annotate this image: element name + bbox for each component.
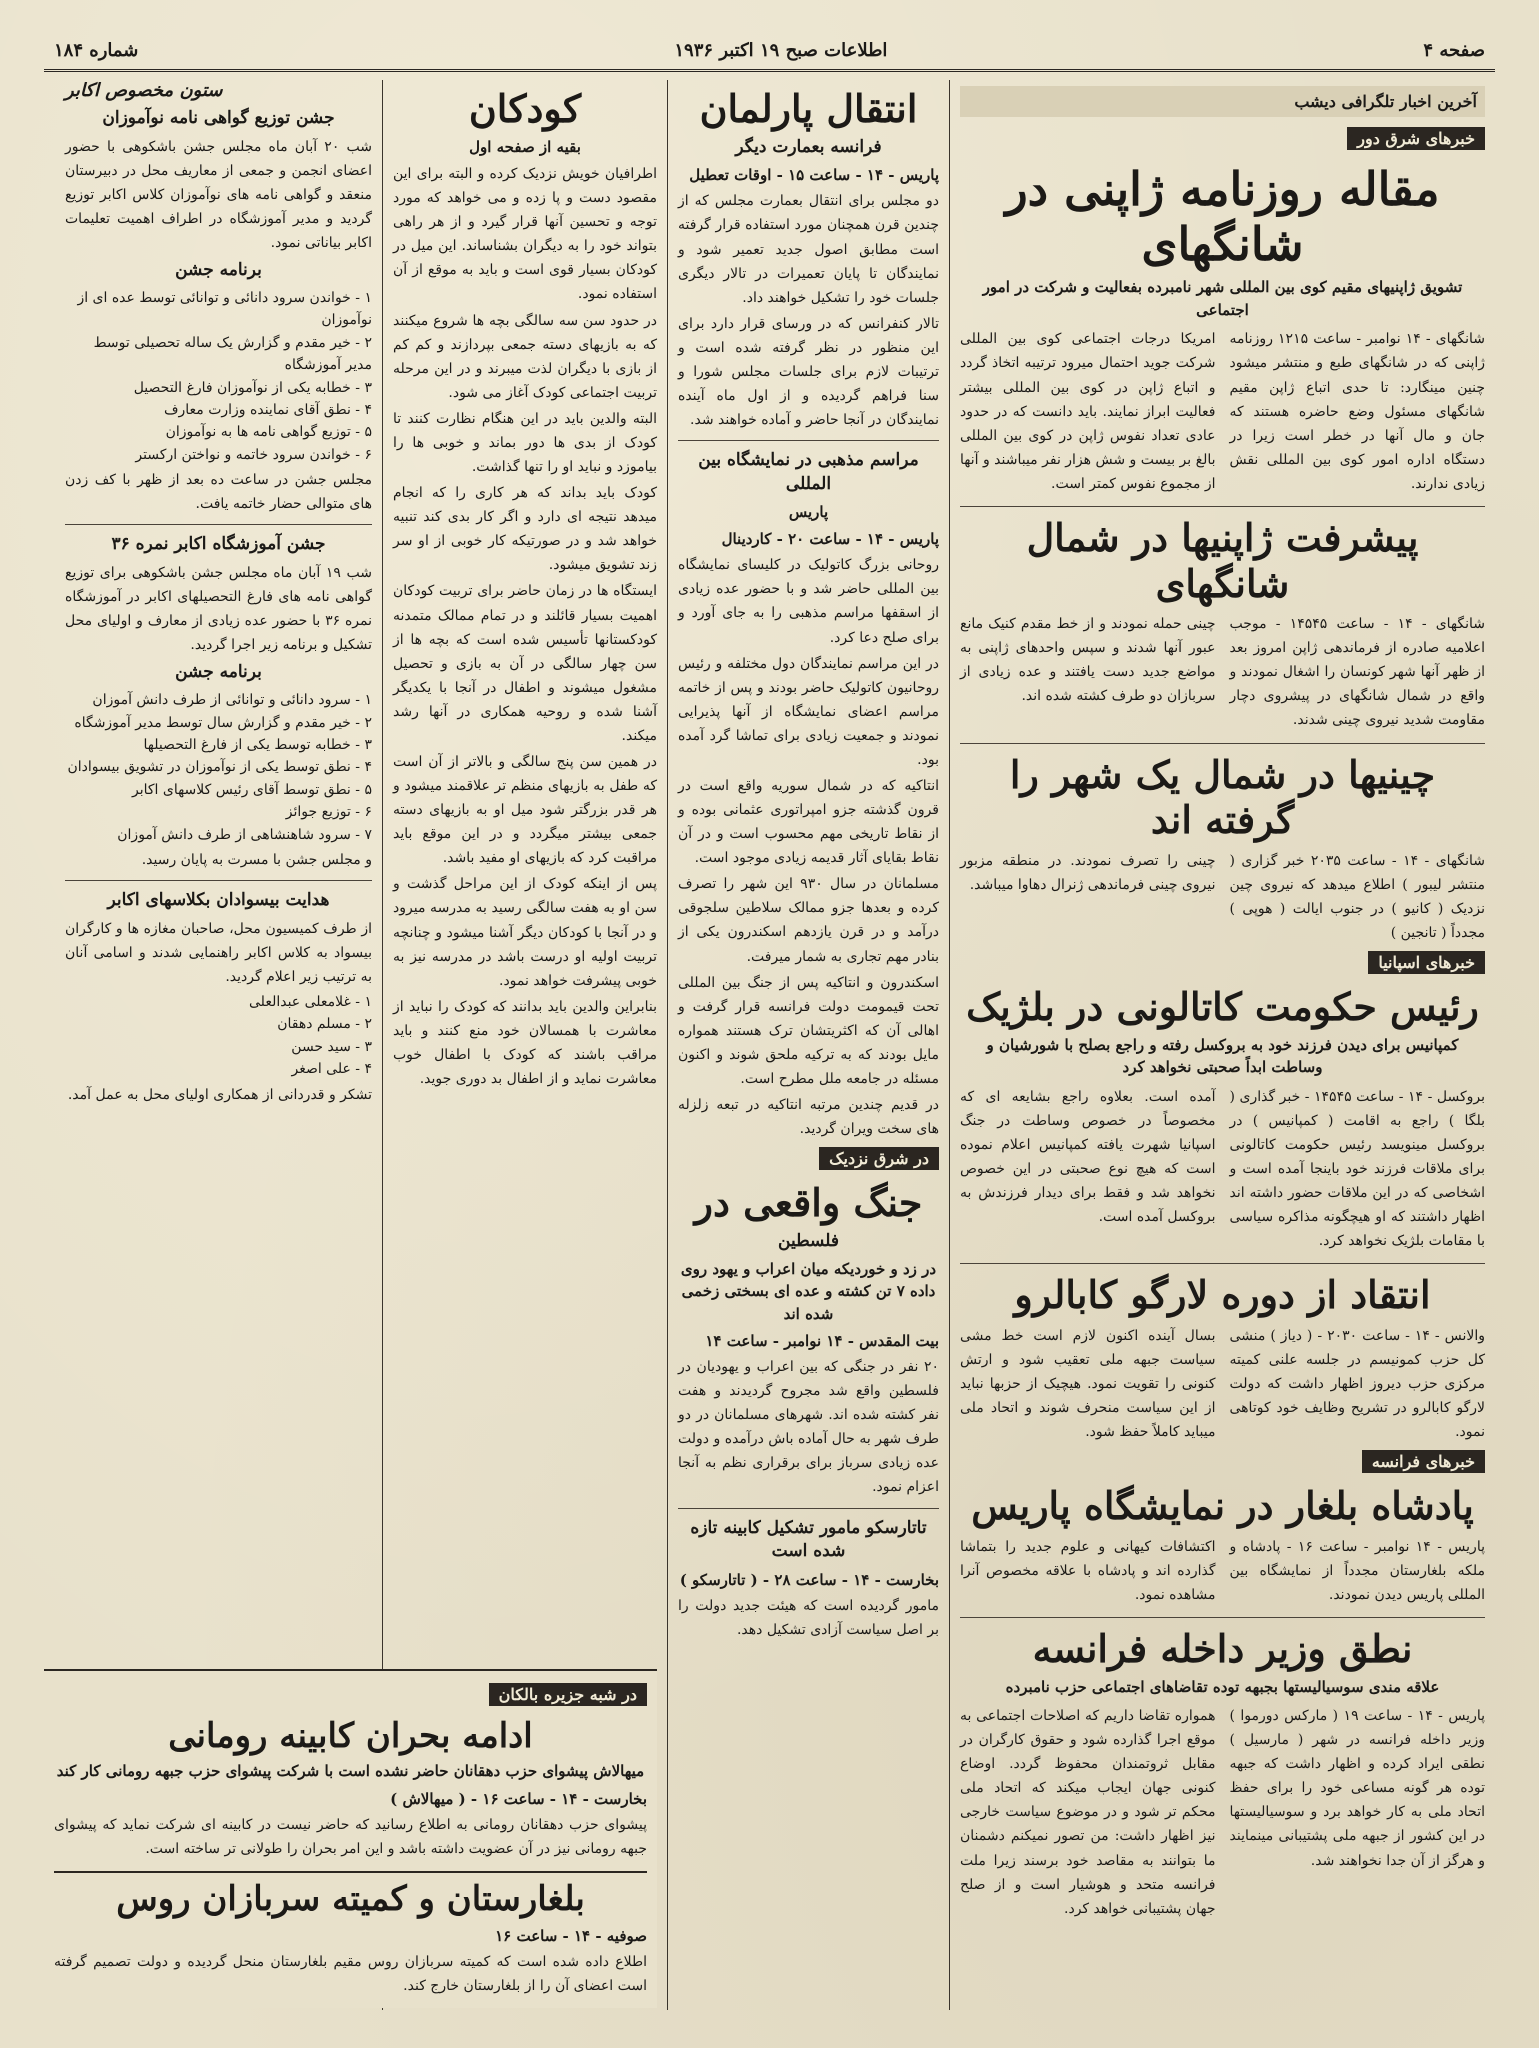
children-continued: بقیه از صفحه اول [469, 137, 581, 156]
tatarescu-headline: تاتارسکو مامور تشکیل کابینه تازه شده است [690, 1517, 927, 1562]
illiterate-guidance-closing: تشکر و قدردانی از همکاری اولیای محل به عمل آمد. [67, 1086, 372, 1103]
catalonia-body [960, 1083, 1485, 1256]
divider [678, 440, 939, 441]
palestine-war-headline: جنگ واقعی در [694, 1180, 923, 1226]
japanese-advance-headline: پیشرفت ژاپنیها در شمال شانگهای [1026, 514, 1419, 606]
interior-minister-right: پاریس - ۱۴ - ساعت ۱۹ ( مارکس دورموا ) وزیر داخله فرانسه در شهر ( مارسیل ) نطقی ایراد کرده و اظهار داشت که جبهه توده هر گونه مساعی خود را برای حفظ اتحاد ملی به کار خواهد برد و سوسیالیستها در این کشور از جبهه ملی پشتیبانی مینمایند و هرگز از آن جدا نخواهند شد. [1229, 1708, 1485, 1869]
divider [54, 1871, 647, 1873]
adult-column-stamp: ستون مخصوص اکابر [65, 80, 223, 101]
program-item: ۵ - توزیع گواهی نامه ها به نوآموزان [165, 424, 372, 441]
children-paragraph: ایستگاه ها در زمان حاضر برای تربیت کودکان اهمیت بسیار قائلند و در تمام ممالک متمدنه کودکستانها تأسیس شده است که بچه ها از سن چهار سالگی در آن به بازی و تحصیل مشغول میشوند و اطفال در آنجا با یکدیگر آشنا شده و روحیه همکاری در آنها رشد میکند. [393, 583, 657, 744]
name-item: ۱ - غلامعلی عبدالعلی [249, 994, 372, 1011]
page-label: صفحه ۴ [1423, 40, 1485, 61]
column-parliament [668, 80, 950, 2010]
divider [960, 506, 1485, 507]
japanese-advance-body [960, 610, 1485, 734]
interior-minister-headline: نطق وزیر داخله فرانسه [1032, 1625, 1413, 1671]
school36-paragraph: شب ۱۹ آبان ماه مجلس جشن باشکوهی برای توزیع گواهی نامه های فارغ التحصیلهای اکابر در آموزشگاه نمره ۳۶ با حضور عده زیادی از معارف و اولیای محل تشکیل و برنامه زیر اجرا گردید. [65, 565, 372, 654]
bulgarian-king-left: اکتشافات کیهانی و علوم جدید را بتماشا گذارده اند و پادشاه با علاقه مخصوص آنرا مشاهده نمود. [960, 1538, 1216, 1603]
program-item: ۳ - خطابه توسط یکی از فارغ التحصیلها [143, 736, 372, 753]
illiterate-guidance-paragraph: از طرف کمیسیون محل، صاحبان مغازه ها و کارگران بیسواد به کلاس اکابر راهنمایی شدند و اسامی آنان به ترتیب زیر اعلام گردید. [65, 920, 372, 985]
program-item: ۴ - نطق آقای نماینده وزارت معارف [163, 401, 372, 418]
catalonia-right: بروکسل - ۱۴ - ساعت ۱۴۵۴۵ - خبر گذاری ( بلگا ) راجع به اقامت ( کمپانیس ) در بروکسل مینویسد رئیس حکومت کاتالونی برای ملاقات فرزند خود باینجا آمده است و اشخاصی که در این ملاقات حضور داشته اند اظهار داشتند که او هیچگونه مذاکره سیاسی با مقامات بلژیک نخواهد کرد. [1229, 1088, 1485, 1250]
caballero-left: بسال آینده اکنون لازم است خط مشی سیاست جبهه ملی تعقیب شود و ارتش کنونی را تقویت نمود. هیچیک از حزبها نباید از این سیاست منحرف شوند و اتحاد ملی میباید کاملاً حفظ شود. [960, 1327, 1216, 1441]
program-item: ۱ - سرود دانائی و توانائی از طرف دانش آموزان [92, 692, 372, 709]
masthead-rule [44, 69, 1495, 72]
name-item: ۳ - سید حسن [291, 1038, 372, 1055]
jerusalem-dateline: بیت المقدس - ۱۴ نوامبر - ساعت ۱۴ [705, 1332, 939, 1351]
divider [960, 1263, 1485, 1264]
program-item: ۲ - خیر مقدم و گزارش سال توسط مدیر آموزشگاه [74, 714, 372, 731]
illiterate-guidance-headline: هدایت بیسوادان بکلاسهای اکابر [107, 889, 330, 910]
palestine-label: فلسطین [778, 1230, 839, 1251]
masthead-date: اطلاعات صبح ۱۹ اکتبر ۱۹۳۶ [674, 40, 888, 61]
ceremony-dateline: پاریس - ۱۴ - ساعت ۲۰ - کاردینال [721, 530, 939, 549]
ceremony-subhead: پاریس [788, 502, 829, 521]
program-item: ۴ - نطق توسط یکی از نوآموزان در تشویق بیسوادان [67, 759, 372, 776]
sofia-dateline: صوفیه - ۱۴ - ساعت ۱۶ [495, 1926, 647, 1945]
chinese-capture-left: چینی را تصرف نمودند. در منطقه مزبور نیروی چینی فرماندهی ژنرال دهاوا میباشد. [960, 852, 1216, 893]
palestine-subhead: در زد و خوردیکه میان اعراب و یهود روی داده ۷ تن کشته و عده ای بسختی زخمی شده اند [680, 1259, 937, 1323]
program-headline: برنامه جشن [175, 662, 262, 683]
program-item: ۱ - خواندن سرود دانائی و توانائی توسط عده ای از نوآموزان [77, 289, 372, 329]
children-paragraph: در همین سن پنج سالگی و بالاتر از آن است که طفل به بازیهای منظم تر علاقمند میشود و هر قدر بزرگتر شود میل او به بازیهای دسته جمعی بیشتر میگردد و در این موقع باید مراقبت کرد که بازیهای او مفید باشد. [393, 753, 657, 867]
interior-minister-subhead: علاقه مندی سوسیالیستها بجبهه توده تقاضاهای اجتماعی حزب نامبرده [1005, 1677, 1440, 1696]
school36-headline: جشن آموزشگاه اکابر نمره ۳۶ [111, 534, 326, 555]
program-item: ۷ - سرود شاهنشاهی از طرف دانش آموزان [117, 826, 372, 843]
palestine-paragraph: ۲۰ نفر در جنگی که بین اعراب و یهودیان در فلسطین واقع شد مجروح گردیدند و هفت نفر کشته شده اند. شهرهای مسلمانان در دو طرف شهر به حال آماده باش درآمده و دولت عده زیادی سرباز برای برقراری نظم به آنجا اعزام نمود. [678, 1359, 939, 1496]
catalonia-left: آمده است. بعلاوه راجع بشایعه ای که مخصوصاً در خصوص وساطت در جنگ اسپانیا شهرت یافته کمپانیس اعلام نموده است که هیچ نوع صحبتی در این خصوص نخواهد شد و فقط برای دیدار فرزندش به بروکسل آمده است. [960, 1088, 1216, 1225]
divider [65, 880, 372, 881]
antioch-paragraph: در قدیم چندین مرتبه انتاکیه در تبعه زلزله های سخت ویران گردید. [678, 1096, 939, 1138]
program-item: ۲ - خیر مقدم و گزارش یک ساله تحصیلی توسط مدیر آموزشگاه [93, 334, 372, 374]
shanghai-article-body [960, 325, 1485, 498]
parliament-subhead: فرانسه بعمارت دیگر [735, 136, 882, 157]
balkan-section [44, 1669, 657, 2008]
spain-news-tag: خبرهای اسپانیا [1368, 951, 1485, 974]
romania-dateline: بخارست - ۱۴ - ساعت ۱۶ - ( میهالاش ) [390, 1789, 647, 1808]
parliament-headline: انتقال پارلمان [699, 86, 918, 131]
catalonia-subhead: کمپانیس برای دیدن فرزند خود به بروکسل رفته و راجع بصلح با شورشیان و وساطت ابداً صحبتی نخواهد کرد [986, 1035, 1459, 1077]
children-paragraph: کودک باید بداند که هر کاری را که انجام میدهد نتیجه ای دارد و اگر کار بدی کند تنبیه خواهد شد و در صورتیکه کار خوبی از او سر زند تشویق میشود. [393, 485, 657, 574]
shanghai-article-left: امریکا درجات اجتماعی کوی بین المللی شرکت جوید احتمال میرود ترتیبه اتخاذ گردد و اتباع ژاپن در کوی بین المللی بیشتر فعالیت ابراز نمایند. باید دانست که در حدود عادی تعداد نفوس ژاپن در کوی بین المللی بالغ بر بیست و شش هزار نفر میباشند و آنها از مجموع نفوس کمتر است. [960, 331, 1216, 492]
children-paragraph: بنابراین والدین باید بدانند که کودک را نباید از معاشرت با همسالان خود منع کنند و باید مراقب باشند که کودک با اطفال خوب معاشرت نماید و از اطفال بد دوری جوید. [393, 998, 657, 1087]
shanghai-article-right: شانگهای - ۱۴ نوامبر - ساعت ۱۲۱۵ روزنامه ژاپنی که در شانگهای طبع و منتشر میشود چنین مینگارد: تا حدی اتباع ژاپن مقیم شانگهای مسئول وضع حاضره هستند که جان و مال آنها در خطر است زیرا در دستگاه اداره امور کوی بین المللی نقش زیادی ندارند. [1229, 331, 1485, 492]
japanese-advance-left: چینی حمله نمودند و از خط مقدم کنیک مانع عبور آنها شدند و سپس واحدهای ژاپنی به مواضع جدید دست یافتند و عده زیادی از سربازان دو طرف کشته شده اند. [960, 616, 1216, 705]
balkan-tag: در شبه جزیره بالکان [489, 1683, 647, 1706]
near-east-tag: در شرق نزدیک [819, 1147, 939, 1170]
children-paragraph: پس از اینکه کودک از این مراحل گذشت و سن او به هفت سالگی رسید به مدرسه میرود و در آنجا با کودکان دیگر آشنا میشود و چنانچه تربیت اولیه او درست باشد در مدرسه نیز به خوبی پیشرفت خواهد نمود. [393, 876, 657, 989]
shanghai-article-headline: مقاله روزنامه ژاپنی در شانگهای [1005, 162, 1440, 272]
antioch-paragraph: اسکندرون و انتاکیه پس از جنگ بین المللی تحت قیمومت دولت فرانسه قرار گرفت و اهالی آن که اکثریتشان ترک هستند همواره مایل بودند که به ترکیه ملحق شوند و اکنون مسئله در جامعه ملل مطرح است. [678, 974, 939, 1087]
name-item: ۲ - مسلم دهقان [277, 1016, 372, 1033]
children-headline: کودکان [468, 86, 582, 131]
bulgaria-paragraph: اطلاع داده شده است که کمیته سربازان روس مقیم بلغارستان منحل گردیده و دولت تصمیم گرفته است اعضای آن را از بلغارستان خارج کند. [54, 1953, 647, 1994]
tatarescu-paragraph: مامور گردیده است که هیئت جدید دولت را بر اصل سیاست آزادی تشکیل دهد. [678, 1598, 939, 1639]
children-paragraph: البته والدین باید در این هنگام نظارت کنند تا کودک از بدی ها دور بماند و خوبی ها را بیاموزد و نباید او را تنها گذاشت. [393, 410, 657, 476]
divider [960, 743, 1485, 744]
romania-subhead: میهالاش پیشوای حزب دهقانان حاضر نشده است با شرکت پیشوای حزب جبهه رومانی کار کند [56, 1762, 645, 1781]
shanghai-article-subhead: تشویق ژاپنیهای مقیم کوی بین المللی شهر نامبرده بفعالیت و شرکت در امور اجتماعی [982, 278, 1463, 319]
romania-paragraph: پیشوای حزب دهقانان رومانی به اطلاع رسانید که حاضر نیست در کابینه ای شرکت نماید که پیشوای جبهه رومانی نیز در آن عضویت داشته باشد و این امر بحران را طولانی تر ساخته است. [54, 1816, 647, 1857]
interior-minister-body [960, 1702, 1485, 1923]
caballero-body [960, 1322, 1485, 1446]
certificate-headline: جشن توزیع گواهی نامه نوآموزان [102, 108, 335, 128]
program-item: ۶ - خواندن سرود خاتمه و نواختن ارکستر [135, 446, 372, 463]
antioch-paragraph: مسلمانان در سال ۹۳۰ این شهر را تصرف کرده و بعدها جزو ممالک سلاطین سلجوقی درآمد و در قرن یازدهم اسکندرون یکی از بنادر مهم تجاری به شمار میرفت. [678, 876, 939, 965]
program-item: ۵ - نطق توسط آقای رئیس کلاسهای اکابر [131, 781, 372, 798]
column-telegraph-news [950, 80, 1495, 2010]
bulgaria-headline: بلغارستان و کمیته سربازان روس [116, 1879, 585, 1920]
program-headline: برنامه جشن [175, 260, 262, 281]
antioch-paragraph: انتاکیه که در شمال سوریه واقع است در قرون گذشته جزو امپراتوری عثمانی بوده و از نقاط تاریخی مهم محسوب است و در آن نقاط بقایای آثار قدیمه زیادی موجود است. [678, 777, 939, 867]
latest-telegraph-band: آخرین اخبار تلگرافی دیشب [960, 86, 1485, 117]
masthead [44, 36, 1495, 69]
ceremony-paragraph: در این مراسم نمایندگان دول مختلفه و رئیس روحانیون کاتولیک حاضر بودند و پس از خاتمه مراسم اعضای نمایشگاه از آنها پذیرایی نمودند و جمعیت زیادی برای تماشا گرد آمده بود. [678, 655, 939, 768]
divider [678, 1508, 939, 1509]
program-item: ۳ - خطابه یکی از نوآموزان فارغ التحصیل [133, 379, 372, 396]
school36-closing: و مجلس جشن با مسرت به پایان رسید. [141, 851, 372, 868]
divider [960, 1617, 1485, 1618]
ceremony-paragraph: روحانی بزرگ کاتولیک در کلیسای نمایشگاه بین المللی حاضر شد و با حضور عده زیادی از اسقفها مراسم مذهبی را به جای آورد و برای صلح دعا کرد. [678, 557, 939, 646]
bulgarian-king-headline: پادشاه بلغار در نمایشگاه پاریس [971, 1483, 1474, 1529]
divider [65, 524, 372, 525]
certificate-closing: مجلس جشن در ساعت ده بعد از ظهر با کف زدن های متوالی حضار خاتمه یافت. [65, 472, 372, 513]
chinese-capture-headline: چینیها در شمال یک شهر را گرفته اند [1009, 751, 1436, 843]
parliament-paragraph: دو مجلس برای انتقال بعمارت مجلس که از چندین قرن همچنان مورد استفاده قرار گرفته است مطابق اصول جدید تعمیر شود و نمایندگان تا پایان تعمیرات در تالار دیگری جلسات خود را تشکیل خواهند داد. [678, 193, 939, 306]
parliament-paragraph: تالار کنفرانس که در ورسای قرار دارد برای این منظور در نظر گرفته شده است و ترتیبات لازم برای جلسات مجلس شورا و سنا فراهم گردیده و از اول ماه آینده نمایندگان در آنجا حاضر و آماده خواهند شد. [678, 315, 939, 429]
bulgarian-king-body [960, 1533, 1485, 1609]
certificate-paragraph: شب ۲۰ آبان ماه مجلس جشن باشکوهی با حضور اعضای انجمن و جمعی از معاریف محل در دبیرستان منعقد و گواهی نامه های نوآموزان کلاس اکابر توزیع گردید و مدیر آموزشگاه در اطراف اهمیت تعلیمات اکابر بیاناتی نمود. [65, 138, 372, 252]
issue-number: شماره ۱۸۴ [54, 40, 139, 61]
chinese-capture-right: شانگهای - ۱۴ - ساعت ۲۰۳۵ خبر گزاری ( منتشر لیبور ) اطلاع میدهد که نیروی چین نزدیک ( کانیو ) در جنوب ایالت ( هوپی ) مجدداً ( تانجین ) [1229, 852, 1485, 941]
children-paragraph: اطرافیان خویش نزدیک کرده و البته برای این مقصود دست و پا زده و می خواهد که مورد توجه و تحسین آنها قرار گیرد و از هر راهی بتواند خود را به دیگران بشناساند. این میل در کودکان بسیار قوی است و باید به موقع از آن استفاده نمود. [393, 166, 657, 303]
bulgarian-king-right: پاریس - ۱۴ نوامبر - ساعت ۱۶ - پادشاه و ملکه بلغارستان مجدداً از نمایشگاه بین المللی پاریس دیدن نمودند. [1229, 1538, 1485, 1603]
catalonia-headline: رئیس حکومت کاتالونی در بلژیک [966, 984, 1479, 1029]
chinese-capture-body [960, 847, 1485, 947]
children-paragraph: در حدود سن سه سالگی بچه ها شروع میکنند که به بازیهای دسته جمعی بپردازند و کم کم از بازی با دیگران لذت میبرند و در این مرحله تربیت اجتماعی کودک آغاز می شود. [393, 312, 657, 401]
far-east-tag: خبرهای شرق دور [1347, 127, 1485, 150]
paris-dateline: پاریس - ۱۴ - ساعت ۱۵ - اوقات تعطیل [689, 166, 939, 185]
name-item: ۴ - علی اصغر [291, 1061, 372, 1078]
caballero-right: والانس - ۱۴ - ساعت ۲۰۳۰ - ( دیاز ) منشی کل حزب کمونیسم در جلسه علنی کمیته مرکزی حزب دیروز اظهار داشت که دولت لارگو کابالرو در تشریح وظایف خود کوتاهی نمود. [1229, 1327, 1485, 1441]
romania-headline: ادامه بحران کابینه رومانی [168, 1715, 533, 1756]
interior-minister-left: همواره تقاضا داریم که اصلاحات اجتماعی به موقع اجرا گذارده شود و حقوق کارگران در مقابل ثروتمندان محفوظ گردد. اوضاع کنونی جهان ایجاب میکند که اتحاد ملی محکم تر شود و در موضوع سیاست خارجی نیز اظهار داشت: من تصور نمیکنم دشمنان ما بتوانند به مقاصد خود برسند زیرا ملت فرانسه متحد و هوشیار است و از صلح جهان پشتیبانی خواهد کرد. [960, 1708, 1216, 1917]
program-item: ۶ - توزیع جوائز [285, 804, 372, 821]
japanese-advance-right: شانگهای - ۱۴ - ساعت ۱۴۵۴۵ - موجب اعلامیه صادره از فرماندهی ژاپن امروز بعد از ظهر آنها شهر کونسان را اشغال نمودند و واقع در شمال شانگهای در پیشروی دچار مقاومت شدید نیروی چینی شدند. [1229, 616, 1486, 729]
france-news-tag: خبرهای فرانسه [1362, 1450, 1485, 1473]
bucharest-dateline: بخارست - ۱۴ - ساعت ۲۸ - ( تاتارسکو ) [679, 1571, 939, 1590]
caballero-headline: انتقاد از دوره لارگو کابالرو [1014, 1272, 1431, 1318]
ceremony-headline: مراسم مذهبی در نمایشگاه بین المللی [698, 450, 919, 494]
